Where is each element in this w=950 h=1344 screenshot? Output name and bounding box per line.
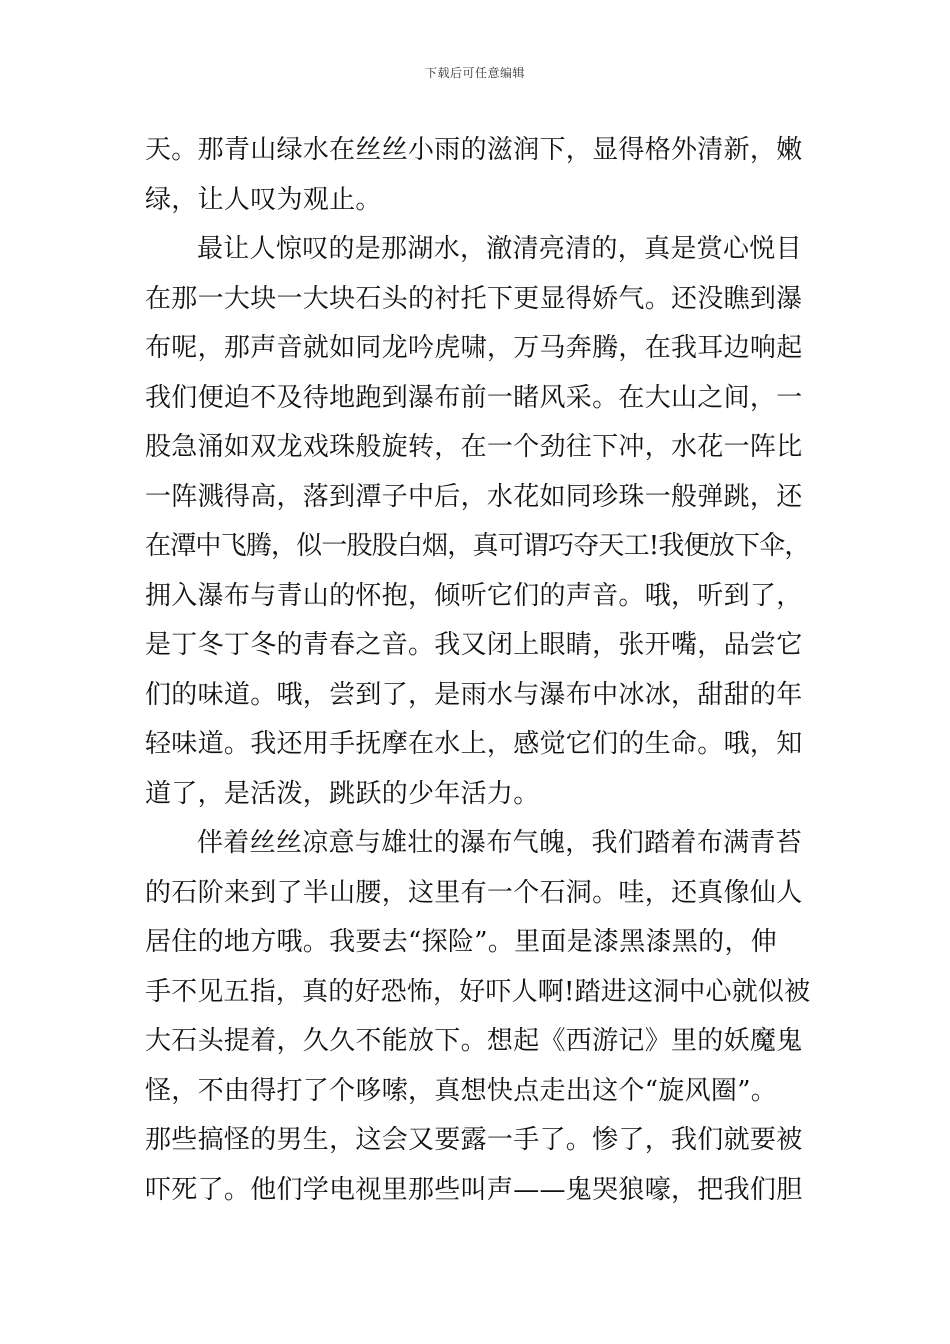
text-line: 大石头提着，久久不能放下。想起《西游记》里的妖魔鬼 — [145, 1026, 803, 1056]
text-line: 轻味道。我还用手抚摩在水上，感觉它们的生命。哦，知 — [145, 729, 803, 759]
text-line: 居住的地方哦。我要去“探险”。里面是漆黑漆黑的，伸 — [145, 927, 778, 957]
text-line: 我们便迫不及待地跑到瀑布前一睹风采。在大山之间，一 — [145, 382, 803, 413]
page-header: 下载后可任意编辑 — [424, 66, 525, 80]
text-line: 一阵溅得高，落到潭子中后，水花如同珍珠一般弹跳，还 — [145, 481, 803, 512]
text-line: 在那一大块一大块石头的衬托下更显得娇气。还没瞧到瀑 — [145, 283, 803, 314]
text-line: 最让人惊叹的是那湖水，澈清亮清的，真是赏心悦目 — [197, 234, 802, 264]
text-line: 的石阶来到了半山腰，这里有一个石洞。哇，还真像仙人 — [145, 877, 803, 908]
text-line: 是丁冬丁冬的青春之音。我又闭上眼睛，张开嘴，品尝它 — [145, 630, 803, 660]
text-line: 们的味道。哦，尝到了，是雨水与瀑布中冰冰，甜甜的年 — [145, 679, 803, 710]
text-line: 怪，不由得打了个哆嗦，真想快点走出这个“旋风圈”。 — [145, 1075, 778, 1106]
text-line: 伴着丝丝凉意与雄壮的瀑布气魄，我们踏着布满青苔 — [197, 828, 802, 858]
text-line: 道了，是活泼，跳跃的少年活力。 — [145, 778, 540, 809]
text-line: 绿，让人叹为观止。 — [145, 184, 382, 215]
text-line: 布呢，那声音就如同龙吟虎啸，万马奔腾，在我耳边响起 — [145, 333, 803, 363]
text-line: 股急涌如双龙戏珠般旋转，在一个劲往下冲，水花一阵比 — [145, 432, 803, 462]
text-line: 手不见五指，真的好恐怖，好吓人啊!踏进这洞中心就似被 — [145, 976, 811, 1007]
text-line: 在潭中飞腾，似一股股白烟，真可谓巧夺天工!我便放下伞， — [145, 531, 810, 561]
text-line: 吓死了。他们学电视里那些叫声——鬼哭狼嚎，把我们胆 — [145, 1174, 803, 1205]
text-line: 拥入瀑布与青山的怀抱，倾听它们的声音。哦，听到了， — [145, 580, 803, 611]
text-line: 那些搞怪的男生，这会又要露一手了。惨了，我们就要被 — [145, 1125, 803, 1155]
text-line: 天。那青山绿水在丝丝小雨的滋润下，显得格外清新，嫩 — [145, 135, 803, 165]
body-text — [145, 130, 810, 1219]
